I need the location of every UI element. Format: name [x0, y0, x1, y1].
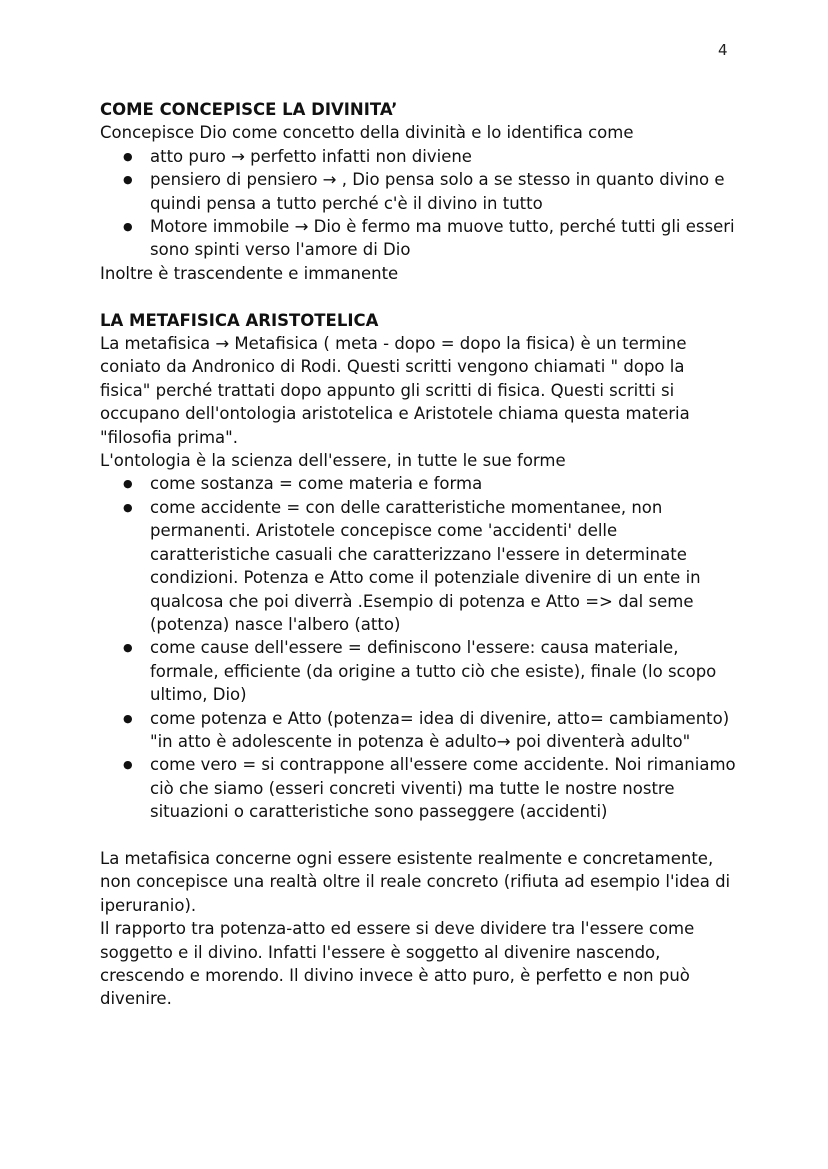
metafisica-paragraph-1: La metafisica concerne ogni essere esistente realmente e concretamente, non concepisce una realtà oltre il reale concreto (rifiuta ad esempio l'idea di iperuranio). [100, 848, 731, 915]
document-body [100, 98, 740, 1011]
list-item: ● come sostanza = come materia e forma [150, 472, 740, 495]
page-number: 4 [718, 41, 728, 59]
section-heading-divinita: COME CONCEPISCE LA DIVINITA’ [100, 100, 398, 119]
metafisica-intro: La metafisica → Metafisica ( meta - dopo = dopo la fisica) è un termine coniato da Andronico di Rodi. Questi scritti vengono chiamati " dopo la fisica" perché trattati dopo appunto gli scritti di fisica. Questi scritti si occupano dell'ontologia aristotelica e Aristotele chiama questa materia "filosofia prima". [100, 334, 690, 447]
divinita-bullet-list [100, 145, 740, 262]
ontologia-bullet-list [100, 472, 740, 823]
divinita-outro: Inoltre è trascendente e immanente [100, 263, 399, 283]
list-item: ● come potenza e Atto (potenza= idea di divenire, atto= cambiamento) "in atto è adolescente in potenza è adulto→ poi diventerà adulto" [150, 707, 740, 754]
list-item: ● Motore immobile → Dio è fermo ma muove tutto, perché tutti gli esseri sono spinti verso l'amore di Dio [150, 215, 740, 262]
list-item: ● pensiero di pensiero → , Dio pensa solo a se stesso in quanto divino e quindi pensa a tutto perché c'è il divino in tutto [150, 168, 740, 215]
section-spacer [100, 824, 740, 847]
section-heading-metafisica: LA METAFISICA ARISTOTELICA [100, 310, 379, 330]
list-item: ● come cause dell'essere = definiscono l'essere: causa materiale, formale, efficiente (da origine a tutto ciò che esiste), finale (lo scopo ultimo, Dio) [150, 636, 740, 706]
list-item: ● come accidente = con delle caratteristiche momentanee, non permanenti. Aristotele concepisce come 'accidenti' delle caratteristiche casuali che caratterizzano l'essere in determinate condizioni. Potenza e Atto come il potenziale divenire di un ente in qualcosa che poi diverrà .Esempio di potenza e Atto => dal seme (potenza) nasce l'albero (atto) [150, 496, 740, 636]
list-item: ● atto puro → perfetto infatti non diviene [150, 145, 740, 168]
metafisica-paragraph-2: Il rapporto tra potenza-atto ed essere si deve dividere tra l'essere come soggetto e il divino. Infatti l'essere è soggetto al divenire nascendo, crescendo e morendo. Il divino invece è atto puro, è perfetto e non può divenire. [100, 919, 695, 1009]
divinita-intro: Concepisce Dio come concetto della divinità e lo identifica come [100, 123, 634, 143]
list-item: ● come vero = si contrappone all'essere come accidente. Noi rimaniamo ciò che siamo (esseri concreti viventi) ma tutte le nostre nostre situazioni o caratteristiche sono passeggere (accidenti) [150, 753, 740, 823]
ontologia-intro: L'ontologia è la scienza dell'essere, in tutte le sue forme [100, 451, 566, 471]
section-spacer [100, 285, 740, 308]
